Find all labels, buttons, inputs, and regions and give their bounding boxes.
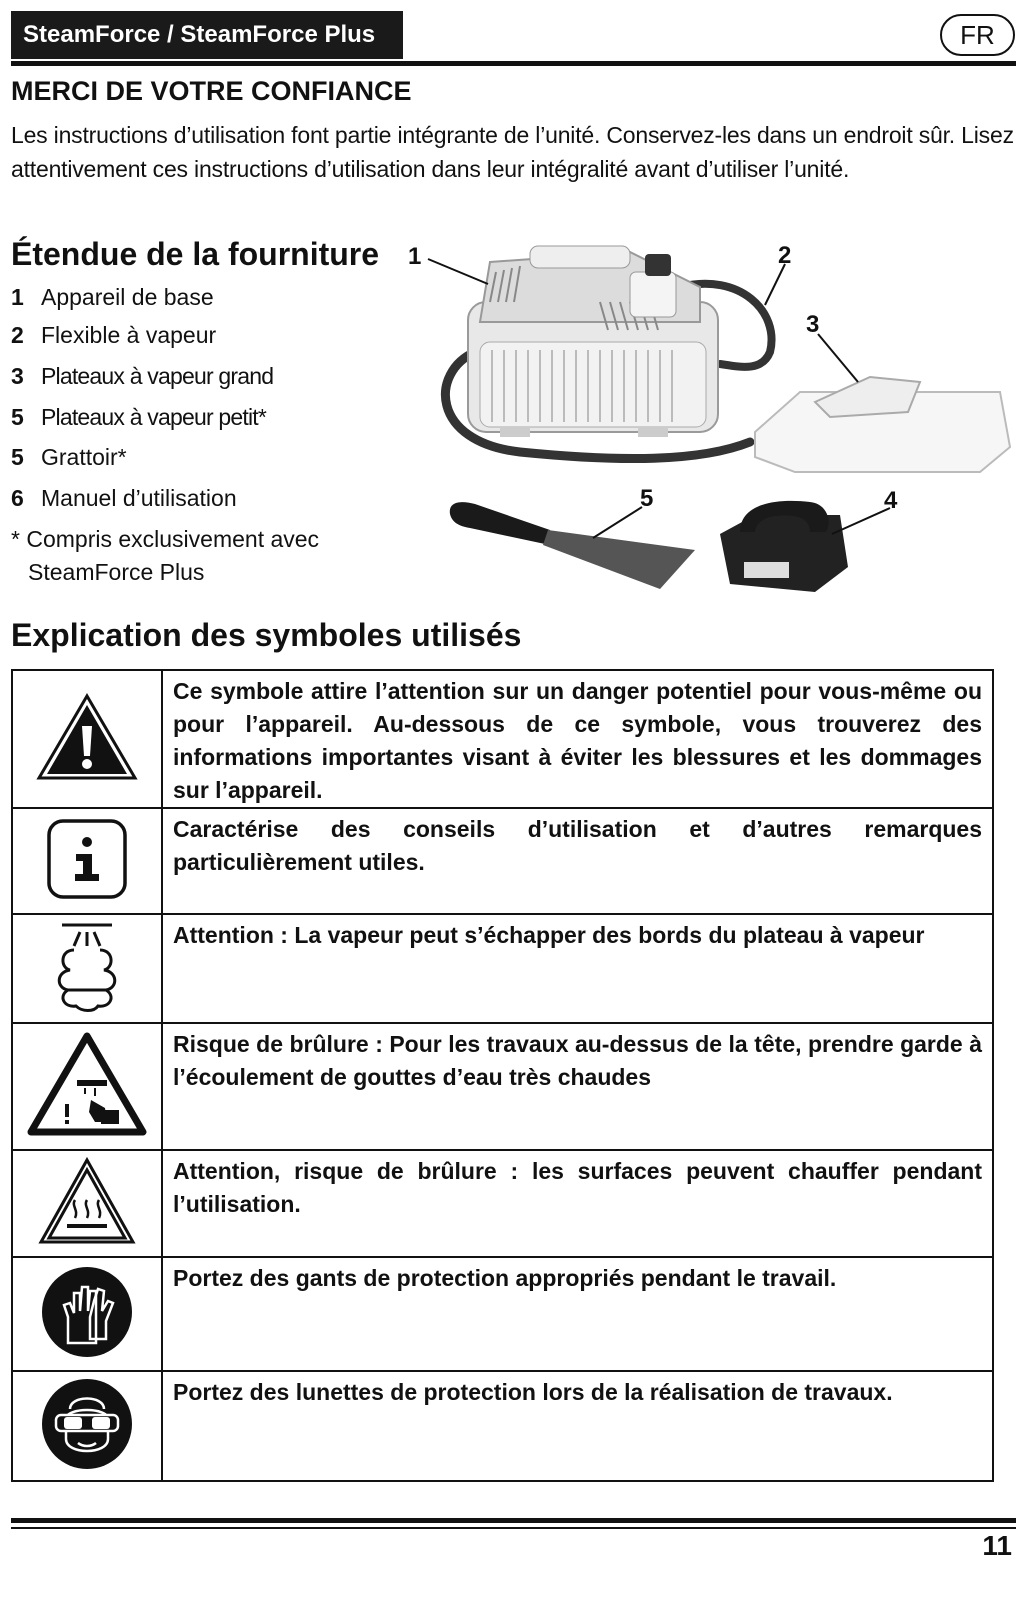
symbol-description: Ce symbole attire l’attention sur un danger potentiel pour vous-même ou pour l’appareil. Au-dessous de ce symbole, vous trouverez des informations importantes visant à éviter les blessures et les dommages sur l’appareil.	[162, 670, 993, 808]
page-number: 11	[982, 1530, 1012, 1561]
symbols-table	[11, 669, 994, 1482]
table-row	[12, 670, 993, 808]
gloves-icon	[12, 1257, 162, 1371]
figure-callout: 4	[884, 487, 898, 514]
footnote-line-2: SteamForce Plus	[28, 559, 205, 585]
intro-heading: MERCI DE VOTRE CONFIANCE	[11, 76, 412, 106]
list-item	[11, 284, 214, 311]
info-icon	[12, 808, 162, 914]
supply-heading: Étendue de la fourniture	[11, 236, 380, 272]
list-item	[11, 322, 216, 349]
item-number: 5	[11, 404, 23, 430]
intro-text: Les instructions d’utilisation font partie intégrante de l’unité. Conservez-les dans un endroit sûr. Lisez attentivement ces instructions d’utilisation dans leur intégralité avant d’utiliser l’unité.	[11, 122, 1014, 182]
steam-escape-icon	[12, 914, 162, 1023]
table-row	[12, 1371, 993, 1481]
product-figure	[400, 232, 1020, 612]
list-item	[11, 363, 273, 390]
item-label: Plateaux à vapeur petit*	[41, 404, 267, 430]
list-item	[11, 485, 237, 512]
table-row	[12, 1257, 993, 1371]
table-row	[12, 1023, 993, 1150]
item-number: 2	[11, 322, 24, 348]
item-label: Plateaux à vapeur grand	[41, 363, 274, 389]
language-badge: FR	[940, 14, 1015, 56]
warning-triangle-icon	[12, 670, 162, 808]
item-label: Flexible à vapeur	[41, 322, 217, 348]
symbol-description: Caractérise des conseils d’utilisation et d’autres remarques particulièrement utiles.	[162, 808, 993, 914]
large-steam-plate-drawing	[755, 377, 1010, 472]
table-row	[12, 808, 993, 914]
item-number: 1	[11, 284, 24, 310]
goggles-icon	[12, 1371, 162, 1481]
hot-drip-warning-icon	[12, 1023, 162, 1150]
symbol-description: Attention : La vapeur peut s’échapper des bords du plateau à vapeur	[162, 914, 993, 1023]
figure-callout: 2	[778, 242, 792, 269]
document-title: SteamForce / SteamForce Plus	[11, 11, 403, 59]
symbol-description: Portez des gants de protection appropriés pendant le travail.	[162, 1257, 993, 1371]
item-label: Grattoir*	[41, 444, 127, 470]
supply-footnote	[11, 523, 319, 589]
footer-rule-thin	[11, 1527, 1016, 1529]
header-rule	[11, 61, 1016, 66]
item-number: 3	[11, 363, 23, 389]
figure-callout: 3	[806, 311, 820, 338]
item-number: 5	[11, 444, 24, 470]
list-item	[11, 444, 127, 471]
footnote-line-1: * Compris exclusivement avec	[11, 526, 320, 552]
item-label: Appareil de base	[41, 284, 214, 310]
symbol-description: Risque de brûlure : Pour les travaux au-dessus de la tête, prendre garde à l’écoulement de gouttes d’eau très chaudes	[162, 1023, 993, 1150]
footer-rule	[11, 1518, 1016, 1523]
figure-callout: 1	[408, 243, 422, 270]
item-label: Manuel d’utilisation	[41, 485, 237, 511]
base-unit-drawing	[468, 246, 718, 437]
figure-callout: 5	[640, 485, 654, 512]
symbols-heading: Explication des symboles utilisés	[11, 617, 522, 653]
list-item	[11, 404, 266, 431]
symbol-description: Portez des lunettes de protection lors de la réalisation de travaux.	[162, 1371, 993, 1481]
symbol-description: Attention, risque de brûlure : les surfaces peuvent chauffer pendant l’utilisation.	[162, 1150, 993, 1257]
scraper-drawing	[450, 502, 695, 589]
hot-surface-warning-icon	[12, 1150, 162, 1257]
small-steam-plate-drawing	[720, 501, 848, 592]
table-row	[12, 914, 993, 1023]
item-number: 6	[11, 485, 24, 511]
table-row	[12, 1150, 993, 1257]
